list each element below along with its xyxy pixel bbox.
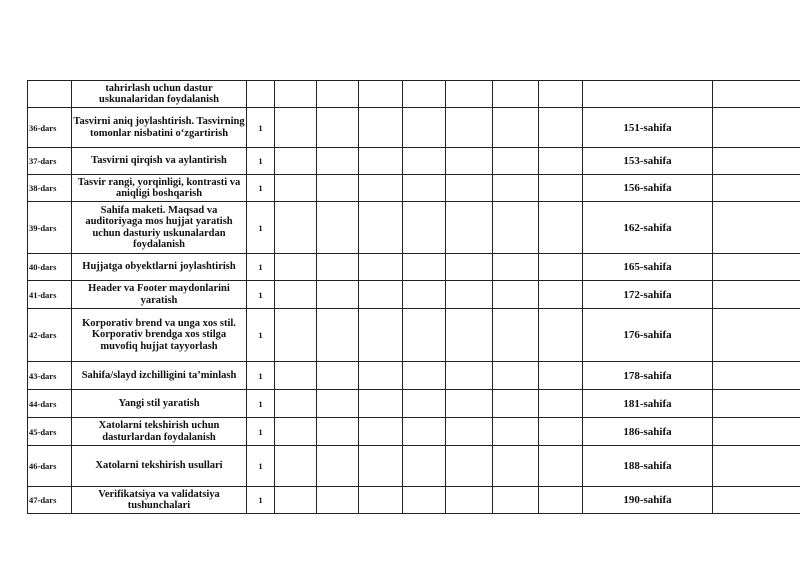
lesson-hours: 1 [247, 362, 275, 390]
empty-cell [493, 108, 539, 148]
empty-cell [539, 446, 583, 487]
empty-cell [493, 362, 539, 390]
lesson-number: 38-dars [28, 175, 72, 202]
lesson-topic: Xatolarni tekshirish uchun dasturlardan foydalanish [72, 418, 247, 446]
empty-cell [493, 487, 539, 514]
lesson-topic: Tasvirni qirqish va aylantirish [72, 148, 247, 175]
empty-cell [493, 281, 539, 309]
lesson-number: 42-dars [28, 309, 72, 362]
empty-cell [713, 108, 800, 148]
empty-cell [359, 309, 403, 362]
empty-cell [539, 81, 583, 108]
empty-cell [403, 202, 446, 254]
lesson-topic: Korporativ brend va unga xos stil. Korporativ brendga xos stilga muvofiq hujjat tayyorlash [72, 309, 247, 362]
empty-cell [539, 175, 583, 202]
empty-cell [359, 446, 403, 487]
empty-cell [275, 309, 317, 362]
empty-cell [359, 362, 403, 390]
empty-cell [403, 418, 446, 446]
empty-cell [446, 108, 493, 148]
empty-cell [539, 254, 583, 281]
empty-cell [317, 446, 359, 487]
empty-cell [317, 309, 359, 362]
empty-cell [493, 202, 539, 254]
empty-cell [446, 487, 493, 514]
empty-cell [317, 487, 359, 514]
table-row [28, 487, 800, 514]
lesson-hours: 1 [247, 446, 275, 487]
lesson-topic: tahrirlash uchun dastur uskunalaridan foydalanish [72, 81, 247, 108]
empty-cell [403, 487, 446, 514]
table-row [28, 281, 800, 309]
empty-cell [446, 254, 493, 281]
lesson-topic: Sahifa/slayd izchilligini ta’minlash [72, 362, 247, 390]
lesson-page-ref: 165-sahifa [583, 254, 713, 281]
empty-cell [446, 81, 493, 108]
empty-cell [446, 148, 493, 175]
empty-cell [275, 446, 317, 487]
empty-cell [359, 487, 403, 514]
lesson-hours: 1 [247, 418, 275, 446]
empty-cell [713, 202, 800, 254]
lesson-topic: Verifikatsiya va validatsiya tushunchalari [72, 487, 247, 514]
empty-cell [493, 418, 539, 446]
empty-cell [713, 281, 800, 309]
empty-cell [317, 108, 359, 148]
empty-cell [539, 281, 583, 309]
lesson-topic: Tasvirni aniq joylashtirish. Tasvirning tomonlar nisbatini o‘zgartirish [72, 108, 247, 148]
empty-cell [275, 108, 317, 148]
table-row [28, 446, 800, 487]
lesson-number: 45-dars [28, 418, 72, 446]
lesson-hours: 1 [247, 309, 275, 362]
table-row [28, 254, 800, 281]
empty-cell [446, 175, 493, 202]
empty-cell [275, 487, 317, 514]
lesson-number [28, 81, 72, 108]
lesson-number: 40-dars [28, 254, 72, 281]
empty-cell [275, 81, 317, 108]
empty-cell [493, 309, 539, 362]
empty-cell [359, 254, 403, 281]
empty-cell [317, 148, 359, 175]
lesson-page-ref: 153-sahifa [583, 148, 713, 175]
lesson-hours: 1 [247, 175, 275, 202]
empty-cell [446, 202, 493, 254]
lesson-number: 46-dars [28, 446, 72, 487]
lesson-number: 41-dars [28, 281, 72, 309]
empty-cell [539, 390, 583, 418]
empty-cell [317, 81, 359, 108]
empty-cell [275, 202, 317, 254]
table-row [28, 108, 800, 148]
empty-cell [493, 81, 539, 108]
lesson-page-ref: 188-sahifa [583, 446, 713, 487]
lesson-number: 37-dars [28, 148, 72, 175]
empty-cell [275, 254, 317, 281]
lesson-hours: 1 [247, 254, 275, 281]
empty-cell [713, 81, 800, 108]
lesson-number: 47-dars [28, 487, 72, 514]
empty-cell [539, 202, 583, 254]
lesson-page-ref: 151-sahifa [583, 108, 713, 148]
empty-cell [403, 390, 446, 418]
empty-cell [713, 487, 800, 514]
lesson-page-ref: 162-sahifa [583, 202, 713, 254]
table-row [28, 202, 800, 254]
empty-cell [446, 446, 493, 487]
lesson-topic: Hujjatga obyektlarni joylashtirish [72, 254, 247, 281]
empty-cell [403, 309, 446, 362]
empty-cell [317, 390, 359, 418]
empty-cell [403, 175, 446, 202]
empty-cell [539, 108, 583, 148]
lesson-topic: Tasvir rangi, yorqinligi, kontrasti va aniqligi boshqarish [72, 175, 247, 202]
empty-cell [403, 362, 446, 390]
empty-cell [275, 418, 317, 446]
empty-cell [403, 148, 446, 175]
empty-cell [317, 202, 359, 254]
table-row [28, 81, 800, 108]
lesson-topic: Sahifa maketi. Maqsad va auditoriyaga mos hujjat yaratish uchun dasturiy uskunalardan foydalanish [72, 202, 247, 254]
empty-cell [446, 418, 493, 446]
lesson-hours: 1 [247, 281, 275, 309]
empty-cell [359, 202, 403, 254]
lesson-page-ref: 172-sahifa [583, 281, 713, 309]
lesson-topic: Xatolarni tekshirish usullari [72, 446, 247, 487]
empty-cell [403, 446, 446, 487]
empty-cell [275, 362, 317, 390]
empty-cell [403, 108, 446, 148]
table-row [28, 390, 800, 418]
empty-cell [713, 418, 800, 446]
lesson-hours: 1 [247, 202, 275, 254]
empty-cell [359, 148, 403, 175]
lesson-page-ref: 176-sahifa [583, 309, 713, 362]
lesson-page-ref: 178-sahifa [583, 362, 713, 390]
table-row [28, 309, 800, 362]
lesson-hours: 1 [247, 148, 275, 175]
empty-cell [317, 362, 359, 390]
lesson-page-ref: 156-sahifa [583, 175, 713, 202]
empty-cell [359, 390, 403, 418]
lesson-hours: 1 [247, 390, 275, 418]
empty-cell [539, 487, 583, 514]
empty-cell [539, 362, 583, 390]
empty-cell [539, 148, 583, 175]
lesson-number: 39-dars [28, 202, 72, 254]
lesson-page-ref: 190-sahifa [583, 487, 713, 514]
lesson-topic: Header va Footer maydonlarini yaratish [72, 281, 247, 309]
empty-cell [713, 309, 800, 362]
empty-cell [359, 108, 403, 148]
empty-cell [713, 362, 800, 390]
empty-cell [493, 148, 539, 175]
lesson-page-ref: 181-sahifa [583, 390, 713, 418]
empty-cell [713, 175, 800, 202]
empty-cell [446, 390, 493, 418]
empty-cell [493, 254, 539, 281]
empty-cell [317, 175, 359, 202]
lesson-hours: 1 [247, 108, 275, 148]
empty-cell [713, 390, 800, 418]
lesson-number: 36-dars [28, 108, 72, 148]
table-row [28, 148, 800, 175]
lesson-hours: 1 [247, 487, 275, 514]
table-row [28, 362, 800, 390]
empty-cell [713, 148, 800, 175]
empty-cell [317, 281, 359, 309]
table-row [28, 175, 800, 202]
empty-cell [317, 254, 359, 281]
table-row [28, 418, 800, 446]
empty-cell [713, 446, 800, 487]
empty-cell [539, 309, 583, 362]
lesson-page-ref: 186-sahifa [583, 418, 713, 446]
empty-cell [403, 281, 446, 309]
empty-cell [446, 362, 493, 390]
empty-cell [317, 418, 359, 446]
lesson-plan-table [27, 80, 800, 514]
empty-cell [359, 175, 403, 202]
empty-cell [403, 81, 446, 108]
empty-cell [446, 309, 493, 362]
empty-cell [275, 390, 317, 418]
empty-cell [359, 281, 403, 309]
empty-cell [275, 281, 317, 309]
lesson-number: 43-dars [28, 362, 72, 390]
empty-cell [713, 254, 800, 281]
empty-cell [403, 254, 446, 281]
empty-cell [493, 175, 539, 202]
empty-cell [359, 81, 403, 108]
lesson-number: 44-dars [28, 390, 72, 418]
lesson-page-ref [583, 81, 713, 108]
empty-cell [493, 446, 539, 487]
empty-cell [275, 148, 317, 175]
lesson-topic: Yangi stil yaratish [72, 390, 247, 418]
empty-cell [493, 390, 539, 418]
empty-cell [275, 175, 317, 202]
empty-cell [539, 418, 583, 446]
lesson-hours [247, 81, 275, 108]
empty-cell [359, 418, 403, 446]
empty-cell [446, 281, 493, 309]
